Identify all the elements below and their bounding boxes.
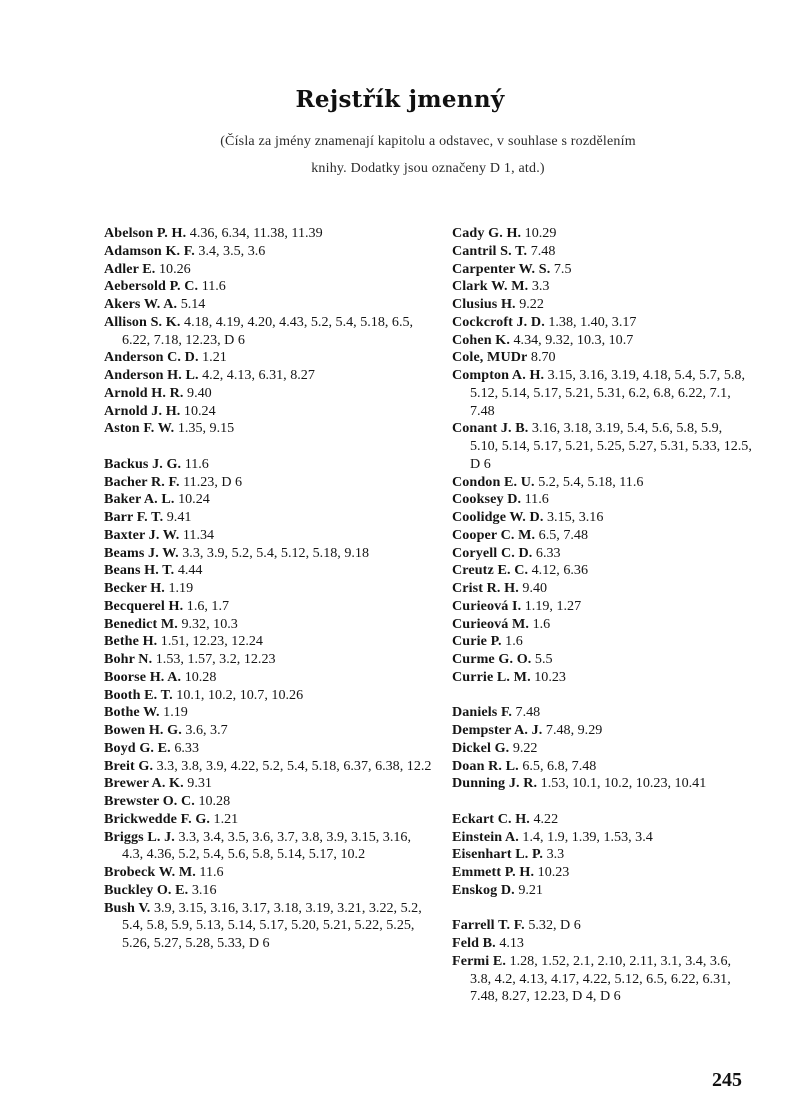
left-index-column — [104, 225, 434, 953]
entry-references: 9.41 — [166, 509, 192, 525]
index-entry — [104, 793, 434, 811]
entry-name: Bethe H. — [104, 633, 158, 650]
index-entry — [452, 633, 752, 651]
entry-references: 5.5 — [534, 651, 553, 667]
entry-name: Coolidge W. D. — [452, 509, 544, 525]
entry-references: 4.34, 9.32, 10.3, 10.7 — [513, 331, 634, 348]
index-entry — [452, 758, 752, 776]
entry-references: 1.6, 1.7 — [186, 597, 230, 614]
entry-references: 10.29 — [524, 225, 557, 241]
index-entry — [452, 598, 752, 616]
entry-references: 3.16, 3.18, 3.19, 5.4, 5.6, 5.8, 5.9, 5.10, 5.14, 5.17, 5.21, 5.25, 5.27, 5.31, 5.33, 12.5, D 6 — [470, 420, 752, 472]
entry-references: 1.4, 1.9, 1.39, 1.53, 3.4 — [522, 828, 653, 845]
index-entry — [104, 882, 434, 900]
entry-references: 6.5, 6.8, 7.48 — [522, 757, 597, 774]
entry-references: 9.22 — [519, 296, 544, 312]
entry-name: Fermi E. — [452, 952, 507, 969]
entry-name: Adamson K. F. — [104, 242, 195, 259]
entry-name: Abelson P. H. — [104, 225, 187, 241]
index-note — [108, 128, 748, 182]
entry-name: Clark W. M. — [452, 278, 529, 295]
entry-name: Briggs L. J. — [104, 828, 175, 845]
index-entry — [104, 704, 434, 722]
index-entry — [452, 261, 752, 279]
entry-name: Beams J. W. — [104, 544, 179, 561]
entry-name: Dunning J. R. — [452, 775, 538, 792]
entry-references: 1.35, 9.15 — [177, 420, 235, 437]
right-index-column — [452, 225, 752, 1006]
index-entry — [104, 758, 434, 776]
index-entry — [104, 278, 434, 296]
entry-name: Curme G. O. — [452, 651, 532, 667]
index-entry — [452, 349, 752, 367]
entry-references: 9.31 — [187, 775, 212, 792]
entry-references: 10.24 — [183, 402, 216, 419]
entry-name: Carpenter W. S. — [452, 260, 551, 277]
entry-name: Eckart C. H. — [452, 810, 530, 827]
entry-name: Emmett P. H. — [452, 864, 535, 880]
index-entry — [452, 616, 752, 634]
entry-references: 1.53, 1.57, 3.2, 12.23 — [155, 651, 276, 667]
entry-references: 3.15, 3.16, 3.19, 4.18, 5.4, 5.7, 5.8, 5.12, 5.14, 5.17, 5.21, 5.31, 6.2, 6.8, 6.22, 7.1, 7.48 — [470, 367, 745, 419]
entry-name: Currie L. M. — [452, 668, 531, 685]
entry-references: 4.36, 6.34, 11.38, 11.39 — [189, 225, 323, 241]
entry-name: Enskog D. — [452, 881, 515, 898]
index-entry — [104, 296, 434, 314]
index-entry — [104, 243, 434, 261]
entry-references: 8.70 — [530, 349, 556, 366]
entry-name: Doan R. L. — [452, 757, 519, 774]
letter-group-gap — [452, 687, 752, 705]
index-entry — [104, 580, 434, 598]
entry-references: 3.16 — [191, 881, 217, 898]
entry-references: 9.32, 10.3 — [181, 615, 238, 632]
index-entry — [452, 775, 752, 793]
entry-references: 1.21 — [202, 349, 227, 366]
entry-references: 1.53, 10.1, 10.2, 10.23, 10.41 — [540, 775, 707, 792]
entry-references: 6.33 — [174, 739, 199, 756]
entry-references: 7.48 — [515, 704, 541, 721]
letter-group-gap — [104, 438, 434, 456]
entry-references: 10.28 — [198, 793, 231, 809]
entry-references: 9.22 — [512, 739, 538, 756]
entry-references: 10.24 — [178, 491, 210, 508]
entry-references: 11.6 — [199, 864, 224, 880]
entry-name: Adler E. — [104, 260, 156, 277]
index-entry — [104, 261, 434, 279]
entry-references: 1.19, 1.27 — [524, 597, 582, 614]
entry-name: Conant J. B. — [452, 420, 529, 437]
entry-name: Bowen H. G. — [104, 722, 182, 738]
entry-name: Eisenhart L. P. — [452, 846, 544, 863]
entry-references: 5.2, 5.4, 5.18, 11.6 — [538, 473, 644, 490]
index-entry — [452, 243, 752, 261]
index-entry — [452, 953, 752, 1006]
entry-name: Feld B. — [452, 935, 496, 951]
index-entry — [104, 687, 434, 705]
entry-references: 1.38, 1.40, 3.17 — [548, 313, 637, 330]
index-entry — [452, 580, 752, 598]
entry-name: Dempster A. J. — [452, 722, 543, 738]
entry-name: Aston F. W. — [104, 420, 175, 437]
entry-name: Farrell T. F. — [452, 917, 525, 934]
index-entry — [104, 403, 434, 421]
entry-references: 1.19 — [163, 704, 188, 721]
index-entry — [104, 616, 434, 634]
index-entry — [104, 598, 434, 616]
entry-references: 10.23 — [534, 668, 566, 685]
entry-name: Aebersold P. C. — [104, 278, 199, 295]
entry-name: Backus J. G. — [104, 455, 182, 472]
index-entry — [104, 811, 434, 829]
index-entry — [104, 864, 434, 882]
entry-name: Dickel G. — [452, 739, 510, 756]
entry-references: 6.5, 7.48 — [538, 526, 588, 543]
entry-references: 9.40 — [187, 384, 212, 401]
entry-name: Curieová I. — [452, 597, 522, 614]
entry-name: Cohen K. — [452, 331, 510, 348]
page-number: 245 — [712, 1069, 742, 1091]
entry-references: 1.51, 12.23, 12.24 — [160, 633, 263, 650]
letter-group-gap — [452, 900, 752, 918]
entry-name: Bothe W. — [104, 704, 160, 721]
index-entry — [104, 740, 434, 758]
entry-references: 1.6 — [505, 633, 523, 650]
index-entry — [104, 775, 434, 793]
entry-name: Cantril S. T. — [452, 242, 528, 259]
letter-group-gap — [452, 793, 752, 811]
entry-name: Arnold H. R. — [104, 384, 184, 401]
index-entry — [104, 633, 434, 651]
entry-name: Brobeck W. M. — [104, 864, 196, 880]
entry-references: 3.9, 3.15, 3.16, 3.17, 3.18, 3.19, 3.21, 3.22, 5.2, 5.4, 5.8, 5.9, 5.13, 5.14, 5.17, 5.20, 5.21, 5.22, 5.25, 5.26, 5.27, 5.28, 5.33, D 6 — [122, 899, 422, 951]
entry-references: 1.19 — [168, 580, 194, 596]
entry-name: Beans H. T. — [104, 562, 175, 579]
entry-references: 1.6 — [532, 615, 551, 632]
index-entry — [104, 722, 434, 740]
index-entry — [104, 420, 434, 438]
entry-name: Cole, MUDr — [452, 349, 528, 366]
entry-references: 4.13 — [499, 935, 524, 951]
entry-name: Clusius H. — [452, 296, 516, 312]
index-entry — [104, 385, 434, 403]
entry-name: Brewster O. C. — [104, 793, 195, 809]
index-entry — [452, 722, 752, 740]
index-entry — [452, 562, 752, 580]
index-entry — [452, 420, 752, 473]
entry-name: Crist R. H. — [452, 580, 519, 596]
index-entry — [452, 740, 752, 758]
entry-references: 11.6 — [201, 278, 226, 295]
index-entry — [452, 278, 752, 296]
entry-name: Curie P. — [452, 633, 502, 650]
index-entry — [452, 367, 752, 420]
entry-references: 10.28 — [184, 668, 217, 685]
entry-name: Barr F. T. — [104, 509, 164, 525]
index-entry — [104, 367, 434, 385]
entry-name: Cooksey D. — [452, 491, 522, 508]
index-entry — [104, 349, 434, 367]
entry-references: 1.21 — [213, 810, 239, 827]
entry-references: 3.3 — [531, 278, 550, 295]
entry-references: 4.44 — [177, 562, 203, 579]
entry-references: 4.12, 6.36 — [531, 562, 588, 579]
entry-name: Booth E. T. — [104, 686, 173, 703]
entry-name: Becquerel H. — [104, 597, 184, 614]
entry-references: 10.23 — [537, 864, 570, 880]
index-entry — [104, 545, 434, 563]
index-note-line-1: (Čísla za jmény znamenají kapitolu a odstavec, v souhlase s rozdělením — [220, 134, 636, 149]
index-entry — [104, 509, 434, 527]
entry-references: 11.6 — [524, 491, 549, 508]
index-entry — [452, 669, 752, 687]
entry-name: Becker H. — [104, 580, 165, 596]
entry-references: 5.14 — [180, 296, 206, 312]
entry-name: Breit G. — [104, 757, 154, 774]
entry-name: Compton A. H. — [452, 367, 545, 383]
index-note-line-2: knihy. Dodatky jsou označeny D 1, atd.) — [311, 161, 545, 176]
entry-references: 3.15, 3.16 — [547, 509, 604, 525]
index-entry — [452, 846, 752, 864]
index-entry — [452, 491, 752, 509]
index-entry — [452, 651, 752, 669]
index-entry — [104, 651, 434, 669]
entry-name: Buckley O. E. — [104, 881, 189, 898]
entry-references: 4.18, 4.19, 4.20, 4.43, 5.2, 5.4, 5.18, 6.5, 6.22, 7.18, 12.23, D 6 — [122, 313, 414, 348]
entry-references: 9.21 — [518, 881, 543, 898]
index-entry — [452, 545, 752, 563]
index-entry — [452, 225, 752, 243]
index-entry — [452, 314, 752, 332]
entry-references: 11.23, D 6 — [183, 473, 243, 490]
index-entry — [452, 829, 752, 847]
entry-name: Daniels F. — [452, 704, 512, 721]
index-entry — [104, 669, 434, 687]
entry-references: 7.5 — [553, 260, 572, 277]
index-entry — [104, 314, 434, 350]
entry-references: 4.22 — [533, 810, 559, 827]
entry-name: Coryell C. D. — [452, 544, 533, 561]
index-entry — [452, 332, 752, 350]
index-entry — [104, 829, 434, 865]
index-entry — [452, 811, 752, 829]
entry-name: Bohr N. — [104, 651, 153, 667]
index-entry — [452, 509, 752, 527]
index-entry — [452, 704, 752, 722]
index-entry — [104, 456, 434, 474]
entry-name: Curieová M. — [452, 615, 530, 632]
entry-references: 3.6, 3.7 — [185, 722, 228, 738]
entry-name: Brewer A. K. — [104, 775, 184, 792]
entry-references: 3.4, 3.5, 3.6 — [198, 242, 266, 259]
index-entry — [104, 527, 434, 545]
entry-name: Boyd G. E. — [104, 739, 171, 756]
entry-references: 1.28, 1.52, 2.1, 2.10, 2.11, 3.1, 3.4, 3.6, 3.8, 4.2, 4.13, 4.17, 4.22, 5.12, 6.5, 6.22, 6.31, 7.48, 8.27, 12.23, D 4, D 6 — [470, 952, 732, 1005]
entry-references: 10.1, 10.2, 10.7, 10.26 — [176, 686, 304, 703]
entry-name: Cooper C. M. — [452, 526, 536, 543]
index-entry — [452, 864, 752, 882]
page-title: Rejstřík jmenný — [295, 86, 505, 113]
entry-name: Boorse H. A. — [104, 668, 182, 685]
entry-references: 9.40 — [522, 580, 548, 596]
entry-name: Benedict M. — [104, 615, 178, 632]
index-entry — [452, 527, 752, 545]
entry-name: Baker A. L. — [104, 491, 175, 508]
entry-references: 3.3, 3.4, 3.5, 3.6, 3.7, 3.8, 3.9, 3.15, 3.16, 4.3, 4.36, 5.2, 5.4, 5.6, 5.8, 5.14, 5.17, 10.2 — [122, 828, 411, 863]
entry-name: Anderson H. L. — [104, 367, 199, 383]
entry-name: Cady G. H. — [452, 225, 522, 241]
entry-name: Bacher R. F. — [104, 473, 180, 490]
entry-references: 5.32, D 6 — [528, 917, 581, 934]
index-entry — [104, 225, 434, 243]
entry-references: 3.3 — [546, 846, 565, 863]
entry-references: 3.3, 3.8, 3.9, 4.22, 5.2, 5.4, 5.18, 6.37, 6.38, 12.2 — [156, 757, 432, 774]
entry-name: Baxter J. W. — [104, 526, 180, 543]
index-entry — [452, 882, 752, 900]
index-entry — [452, 935, 752, 953]
entry-references: 11.6 — [184, 455, 209, 472]
entry-name: Creutz E. C. — [452, 562, 529, 579]
index-entry — [452, 474, 752, 492]
entry-name: Condon E. U. — [452, 473, 535, 490]
index-entry — [104, 562, 434, 580]
entry-references: 7.48, 9.29 — [545, 722, 603, 738]
index-entry — [452, 917, 752, 935]
entry-references: 10.26 — [158, 260, 191, 277]
entry-name: Arnold J. H. — [104, 402, 181, 419]
index-entry — [104, 900, 434, 953]
index-entry — [104, 491, 434, 509]
index-entry — [452, 296, 752, 314]
entry-name: Brickwedde F. G. — [104, 810, 211, 827]
entry-name: Bush V. — [104, 899, 151, 916]
entry-references: 11.34 — [182, 526, 215, 543]
index-entry — [104, 474, 434, 492]
entry-references: 4.2, 4.13, 6.31, 8.27 — [202, 367, 315, 383]
entry-references: 6.33 — [535, 544, 561, 561]
entry-name: Akers W. A. — [104, 296, 178, 312]
entry-references: 3.3, 3.9, 5.2, 5.4, 5.12, 5.18, 9.18 — [182, 544, 369, 561]
entry-references: 7.48 — [530, 242, 556, 259]
entry-name: Anderson C. D. — [104, 349, 199, 366]
entry-name: Einstein A. — [452, 828, 519, 845]
entry-name: Cockcroft J. D. — [452, 313, 545, 330]
entry-name: Allison S. K. — [104, 313, 181, 330]
